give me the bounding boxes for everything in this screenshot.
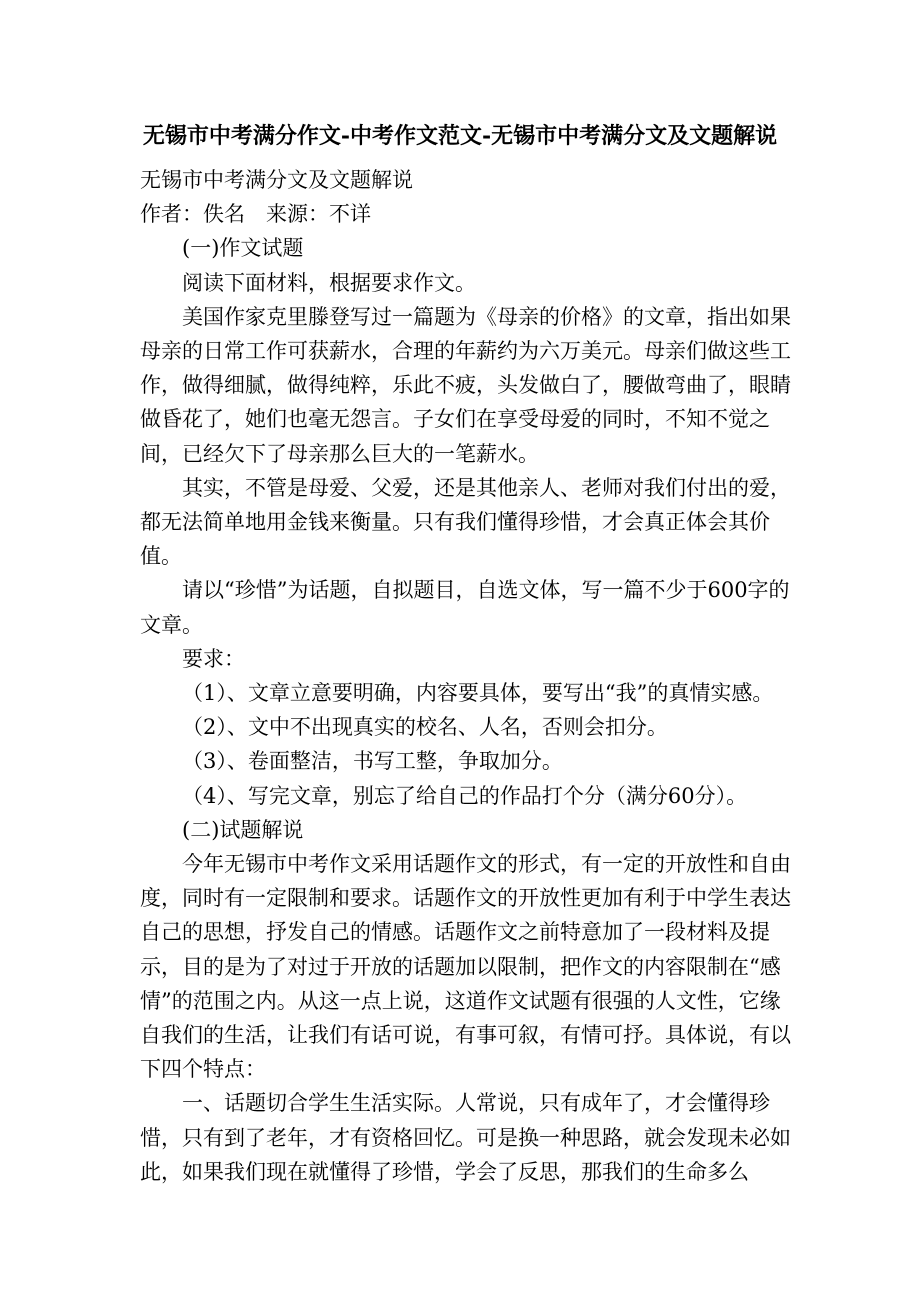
requirement-item: （2）、文中不出现真实的校名、人名，否则会扣分。: [182, 715, 668, 740]
document-title: 无锡市中考满分作文-中考作文范文-无锡市中考满分文及文题解说: [142, 123, 778, 149]
requirements-label: 要求：: [182, 646, 245, 671]
analysis-paragraph: 一、话题切合学生生活实际。人常说，只有成年了，才会懂得珍惜，只有到了老年，才有资格回忆。可是换一种思路，就会发现未必如此，如果我们现在就懂得了珍惜，学会了反思，那我们的生命多么: [140, 1091, 791, 1184]
material-paragraph: 其实，不管是母爱、父爱，还是其他亲人、老师对我们付出的爱，都无法简单地用金钱来衡量。只有我们懂得珍惜，才会真正体会其价值。: [140, 475, 791, 569]
requirement-item: （1）、文章立意要明确，内容要具体，要写出“我”的真情实感。: [182, 681, 774, 706]
task-paragraph: 请以“珍惜”为话题，自拟题目，自选文体，写一篇不少于600字的文章。: [140, 578, 790, 637]
section-heading-essay-question: (一)作文试题: [182, 236, 304, 261]
instruction-paragraph: 阅读下面材料，根据要求作文。: [182, 270, 476, 295]
document-subtitle: 无锡市中考满分文及文题解说: [140, 168, 413, 192]
byline: 作者：佚名 来源：不详: [140, 202, 371, 227]
section-heading-analysis: (二)试题解说: [182, 817, 304, 842]
material-paragraph: 美国作家克里滕登写过一篇题为《母亲的价格》的文章，指出如果母亲的日常工作可获薪水，合理的年薪约为六万美元。母亲们做这些工作，做得细腻，做得纯粹，乐此不疲，头发做白了，腰做弯曲了，眼睛做昏花了，她们也毫无怨言。子女们在享受母爱的同时，不知不觉之间，已经欠下了母亲那么巨大的一笔薪水。: [140, 304, 791, 466]
requirement-item: （4）、写完文章，别忘了给自己的作品打个分（满分60分）。: [182, 783, 748, 808]
document-body: [140, 163, 800, 1189]
requirement-item: （3）、卷面整洁，书写工整，争取加分。: [182, 749, 563, 774]
analysis-paragraph: 今年无锡市中考作文采用话题作文的形式，有一定的开放性和自由度，同时有一定限制和要求。话题作文的开放性更加有利于中学生表达自己的思想，抒发自己的情感。话题作文之前特意加了一段材料及提示，目的是为了对过于开放的话题加以限制，把作文的内容限制在“感情”的范围之内。从这一点上说，这道作文试题有很强的人文性，它缘自我们的生活，让我们有话可说，有事可叙，有情可抒。具体说，有以下四个特点：: [140, 852, 791, 1082]
